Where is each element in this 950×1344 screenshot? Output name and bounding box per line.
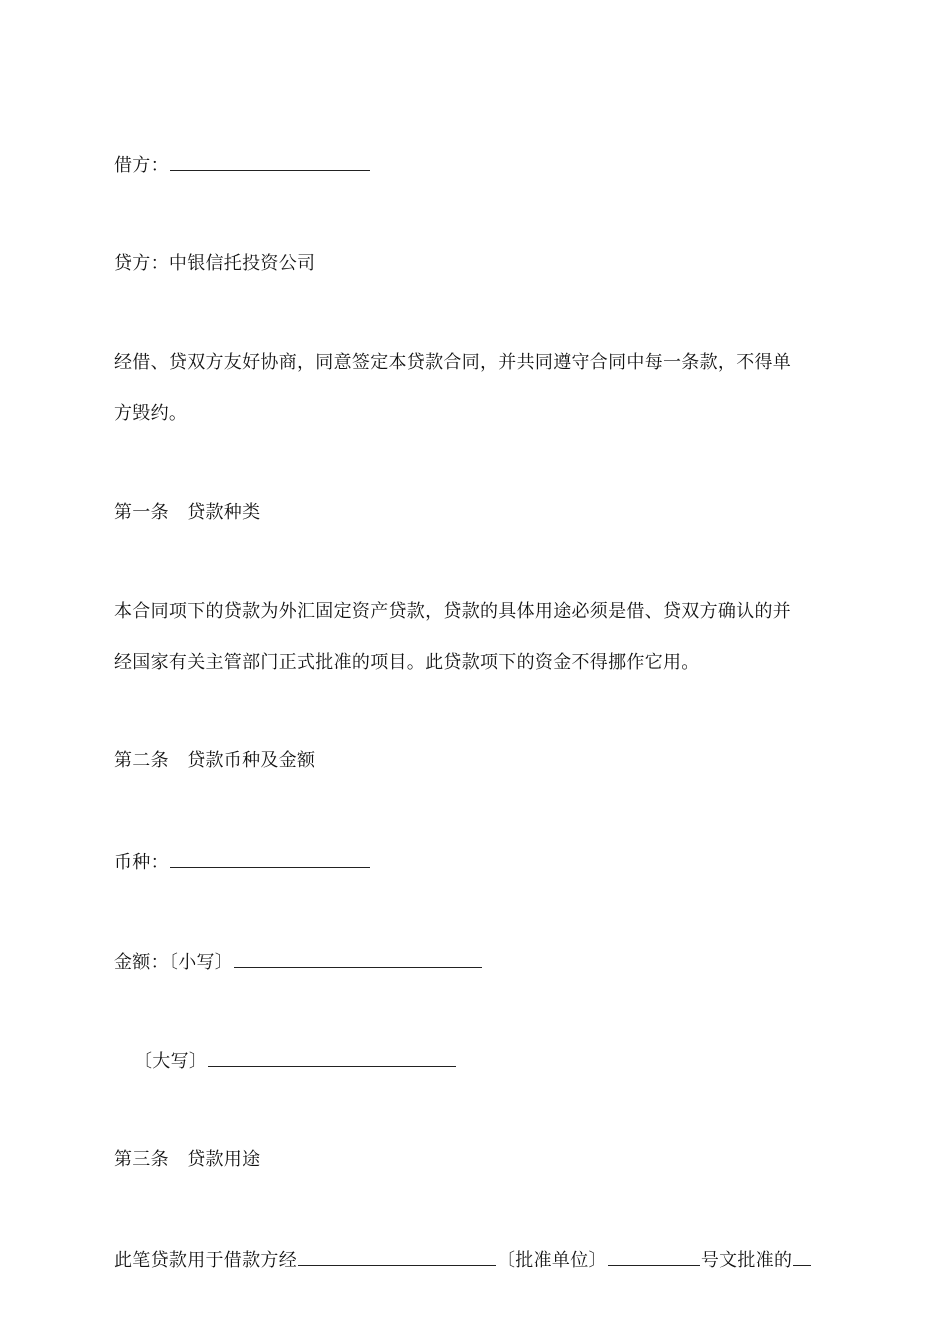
currency-label: 币种： <box>114 852 169 873</box>
preamble-line-1: 经借、贷双方友好协商，同意签定本贷款合同，并共同遵守合同中每一条款，不得单 <box>114 352 792 373</box>
article-2-heading: 第二条 贷款币种及金额 <box>114 750 316 771</box>
currency-blank[interactable] <box>170 849 370 868</box>
usage-text-a: 此笔贷款用于借款方经 <box>114 1250 297 1271</box>
article-3-line-1 <box>114 1247 812 1273</box>
usage-text-b: 〔批准单位〕 <box>497 1250 607 1271</box>
amount-upper-label: 〔大写〕 <box>134 1051 208 1072</box>
amount-uppercase-blank[interactable] <box>208 1048 456 1067</box>
amount-label: 金额：〔小写〕 <box>114 952 234 973</box>
preamble-line-2: 方毁约。 <box>114 403 188 424</box>
article-1-line-2: 经国家有关主管部门正式批准的项目。此贷款项下的资金不得挪作它用。 <box>114 652 700 673</box>
amount-lowercase-blank[interactable] <box>234 949 482 968</box>
article-3-heading: 第三条 贷款用途 <box>114 1149 261 1170</box>
usage-text-c: 号文批准的 <box>700 1250 793 1271</box>
borrower-blank[interactable] <box>170 152 370 171</box>
amount-upper-line <box>134 1048 457 1074</box>
approval-unit-blank[interactable] <box>298 1247 496 1266</box>
lender-label: 贷方：中银信托投资公司 <box>114 253 316 274</box>
borrower-label: 借方： <box>114 155 169 176</box>
project-blank[interactable] <box>793 1247 811 1266</box>
currency-line <box>114 849 371 875</box>
amount-line <box>114 949 483 975</box>
document-number-blank[interactable] <box>608 1247 700 1266</box>
article-1-line-1: 本合同项下的贷款为外汇固定资产贷款，贷款的具体用途必须是借、贷双方确认的并 <box>114 601 792 622</box>
lender-line <box>114 252 315 276</box>
borrower-line <box>114 152 371 178</box>
article-1-heading: 第一条 贷款种类 <box>114 502 261 523</box>
